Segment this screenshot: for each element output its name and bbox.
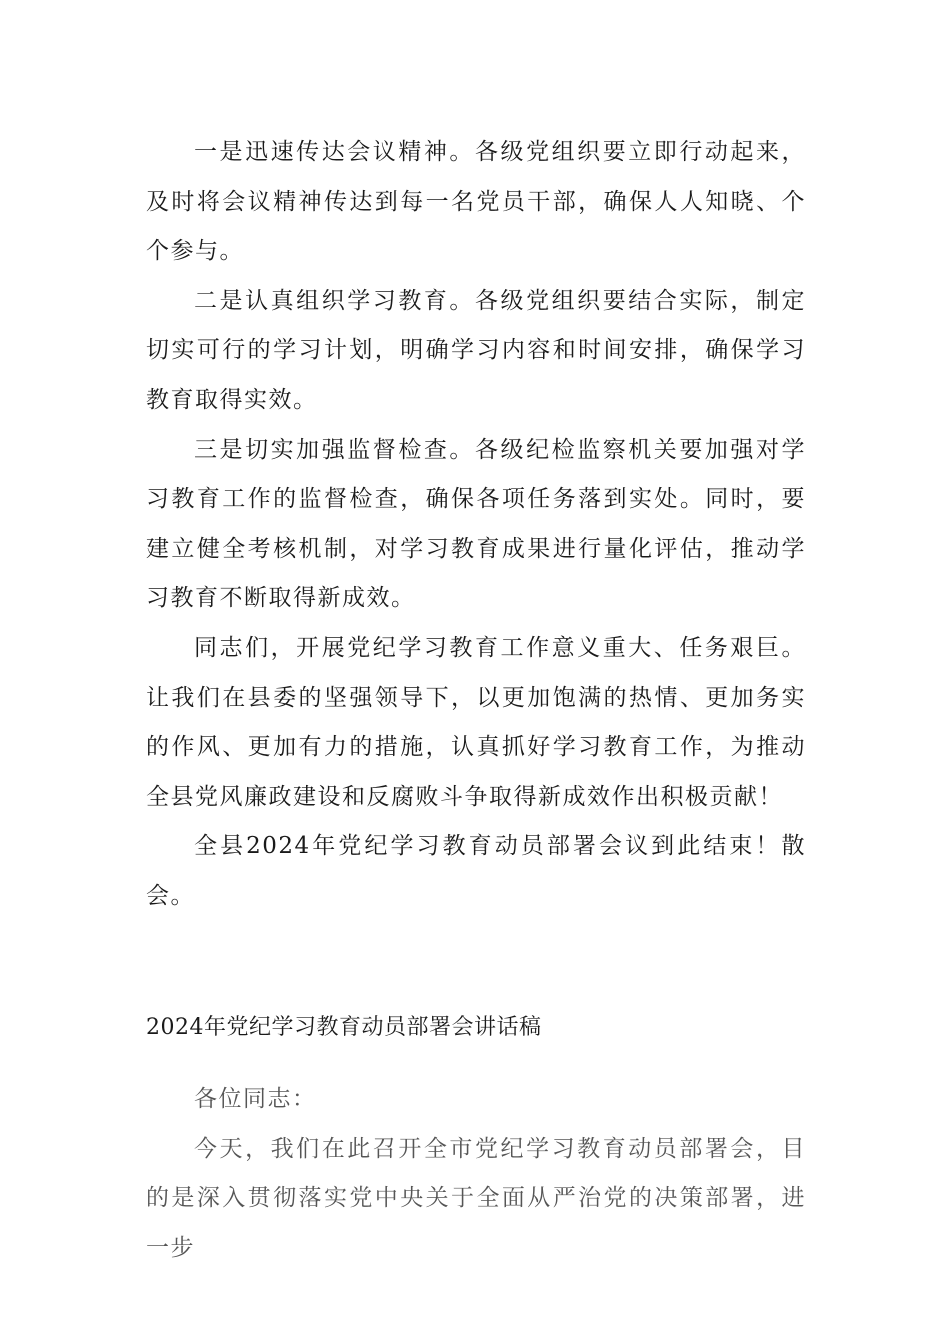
paragraph-task-one: 一是迅速传达会议精神。各级党组织要立即行动起来，及时将会议精神传达到每一名党员干部，确保人人知晓、个个参与。 xyxy=(146,139,806,265)
paragraph-closing-appeal: 同志们，开展党纪学习教育工作意义重大、任务艰巨。让我们在县委的坚强领导下，以更加饱满的热情、更加务实的作风、更加有力的措施，认真抓好学习教育工作，为推动全县党风廉政建设和反腐败斗争取得新成效作出积极贡献！ xyxy=(146,634,806,810)
speech-closing-section xyxy=(146,128,806,922)
paragraph-meeting-end: 全县2024年党纪学习教育动员部署会议到此结束！散会。 xyxy=(146,833,806,909)
speech-title: 2024年党纪学习教育动员部署会讲话稿 xyxy=(146,1015,542,1040)
paragraph-task-two: 二是认真组织学习教育。各级党组织要结合实际，制定切实可行的学习计划，明确学习内容和时间安排，确保学习教育取得实效。 xyxy=(146,287,806,413)
paragraph-opening: 今天，我们在此召开全市党纪学习教育动员部署会，目的是深入贯彻落实党中央关于全面从严治党的决策部署，进一步 xyxy=(146,1135,806,1261)
salutation: 各位同志： xyxy=(194,1086,317,1112)
speech-opening-section xyxy=(146,1075,806,1273)
paragraph-task-three: 三是切实加强监督检查。各级纪检监察机关要加强对学习教育工作的监督检查，确保各项任务落到实处。同时，要建立健全考核机制，对学习教育成果进行量化评估，推动学习教育不断取得新成效。 xyxy=(146,436,806,612)
